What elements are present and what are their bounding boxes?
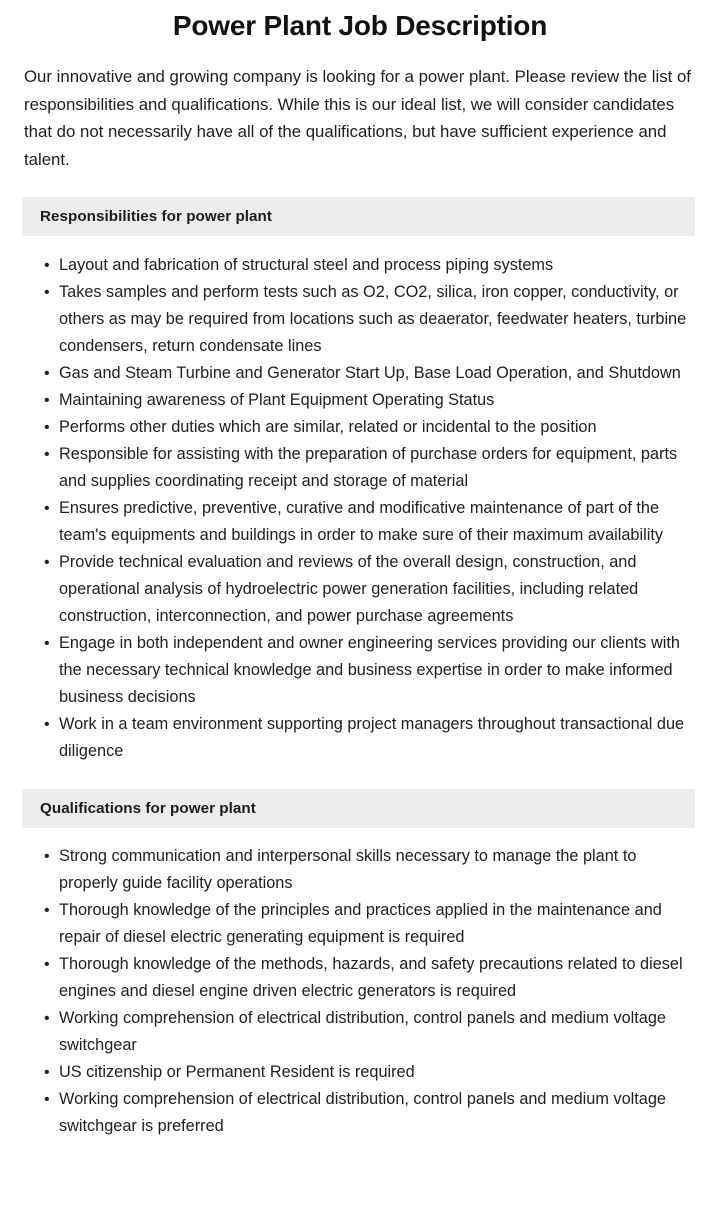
list-item: • Responsible for assisting with the preparation of purchase orders for equipment, parts and supplies coordinating receipt and storage of material — [44, 441, 695, 495]
list-item: • Gas and Steam Turbine and Generator Start Up, Base Load Operation, and Shutdown — [44, 360, 695, 387]
intro-paragraph: Our innovative and growing company is looking for a power plant. Please review the list of responsibilities and qualifications. While this is our ideal list, we will consider candidates that do not necessarily have all of the qualifications, but have sufficient experience and talent. — [24, 67, 691, 169]
list-item: • Thorough knowledge of the methods, hazards, and safety precautions related to diesel engines and diesel engine driven electric generators is required — [44, 951, 695, 1005]
list-item: • Working comprehension of electrical distribution, control panels and medium voltage switchgear is preferred — [44, 1086, 695, 1140]
section-qualifications — [0, 789, 720, 1140]
responsibilities-list — [0, 252, 720, 765]
qualifications-list — [0, 843, 720, 1140]
section-header-responsibilities — [22, 197, 695, 236]
list-item: • Work in a team environment supporting project managers throughout transactional due diligence — [44, 711, 695, 765]
section-heading-label: Responsibilities for power plant — [40, 208, 272, 225]
list-item: • Maintaining awareness of Plant Equipment Operating Status — [44, 387, 695, 414]
list-item: • Layout and fabrication of structural steel and process piping systems — [44, 252, 695, 279]
section-responsibilities — [0, 197, 720, 765]
list-item: • Engage in both independent and owner engineering services providing our clients with the necessary technical knowledge and business expertise in order to make informed business decisions — [44, 630, 695, 711]
list-item: • Provide technical evaluation and reviews of the overall design, construction, and operational analysis of hydroelectric power generation facilities, including related construction, interconnection, and power purchase agreements — [44, 549, 695, 630]
list-item: • Ensures predictive, preventive, curative and modificative maintenance of part of the team's equipments and buildings in order to make sure of their maximum availability — [44, 495, 695, 549]
list-item: • Working comprehension of electrical distribution, control panels and medium voltage switchgear — [44, 1005, 695, 1059]
section-heading-label: Qualifications for power plant — [40, 800, 256, 817]
list-item: • Takes samples and perform tests such as O2, CO2, silica, iron copper, conductivity, or others as may be required from locations such as deaerator, feedwater heaters, turbine condensers, return condensate lines — [44, 279, 695, 360]
section-header-qualifications — [22, 789, 695, 828]
list-item: • Performs other duties which are similar, related or incidental to the position — [44, 414, 695, 441]
list-item: • US citizenship or Permanent Resident is required — [44, 1059, 695, 1086]
list-item: • Thorough knowledge of the principles and practices applied in the maintenance and repair of diesel electric generating equipment is required — [44, 897, 695, 951]
page-title: Power Plant Job Description — [172, 10, 548, 41]
list-item: • Strong communication and interpersonal skills necessary to manage the plant to properly guide facility operations — [44, 843, 695, 897]
